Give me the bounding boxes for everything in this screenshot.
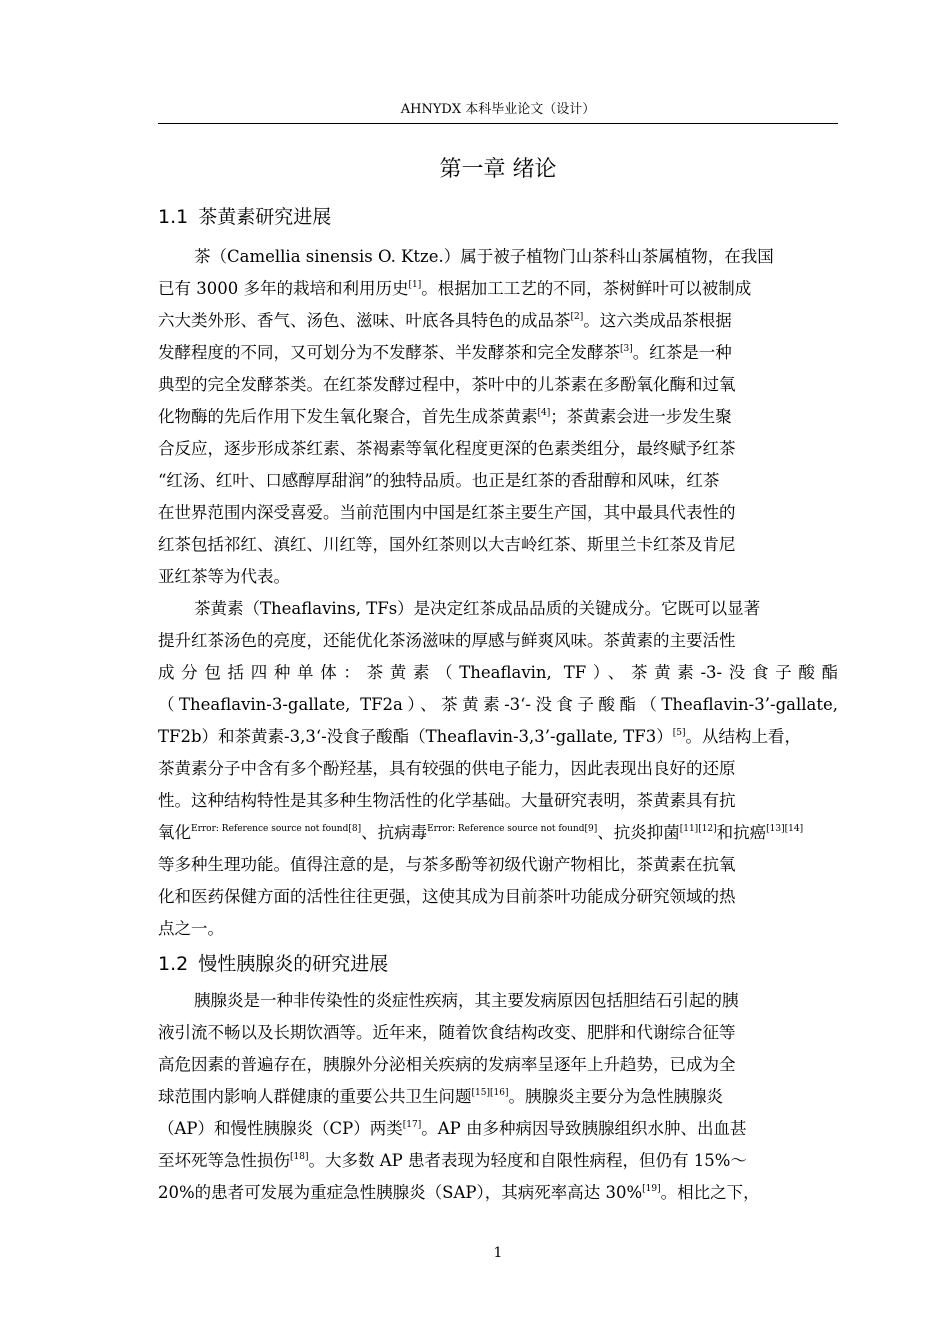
section-title: 茶黄素研究进展 [198, 206, 332, 228]
text-run: 。红茶是一种 [632, 343, 732, 362]
text-line: 高危因素的普遍存在，胰腺外分泌相关疾病的发病率呈逐年上升趋势，已成为全 [158, 1055, 736, 1074]
text-line: 典型的完全发酵茶类。在红茶发酵过程中，茶叶中的儿茶素在多酚氧化酶和过氧 [158, 375, 736, 394]
text-run: 20%的患者可发展为重症急性胰腺炎（SAP），其病死率高达 30% [158, 1183, 643, 1202]
text-run: 发酵程度的不同，又可划分为不发酵茶、半发酵茶和完全发酵茶 [158, 343, 620, 362]
header-rule [158, 123, 838, 124]
text-line [158, 1081, 848, 1113]
text-run: 。从结构上看， [685, 727, 801, 746]
citation: [15][16] [471, 1088, 509, 1098]
citation: [19] [642, 1184, 661, 1194]
text-run: 。根据加工工艺的不同，茶树鲜叶可以被制成 [421, 279, 752, 298]
text-run: 、抗病毒 [361, 823, 428, 842]
citation: [3] [620, 344, 633, 354]
text-line: 成分包括四种单体：茶黄素（Theaflavin, TF）、茶黄素-3-没食子酸酯 [158, 663, 838, 682]
text-line [158, 401, 848, 433]
text-line: 在世界范围内深受喜爱。当前范围内中国是红茶主要生产国，其中最具代表性的 [158, 503, 736, 522]
text-line: （Theaflavin-3-gallate, TF2a）、茶黄素-3‘-没食子酸酯（Theaflavin-3’-gallate, [158, 695, 838, 714]
chapter-title: 第一章 绪论 [439, 157, 557, 182]
paragraph-pancreatitis [158, 985, 848, 1209]
section-number: 1.1 [158, 206, 189, 228]
text-line [158, 305, 848, 337]
text-line: “红汤、红叶、口感醇厚甜润”的独特品质。也正是红茶的香甜醇和风味，红茶 [158, 471, 720, 490]
text-line [158, 1145, 848, 1177]
citation: [17] [402, 1120, 422, 1130]
text-line: 提升红茶汤色的亮度，还能优化茶汤滋味的厚感与鲜爽风味。茶黄素的主要活性 [158, 631, 736, 650]
text-line [158, 337, 848, 369]
text-line: 茶黄素分子中含有多个酚羟基，具有较强的供电子能力，因此表现出良好的还原 [158, 759, 736, 778]
section-heading-1-1 [158, 203, 838, 231]
page-number: 1 [493, 1245, 503, 1261]
text-run: 。这六类成品茶根据 [583, 311, 732, 330]
text-run: 球范围内影响人群健康的重要公共卫生问题 [158, 1087, 472, 1106]
text-line: 茶（Camellia sinensis O. Ktze.）属于被子植物门山茶科山茶属植物，在我国 [194, 247, 774, 266]
text-run: ；茶黄素会进一步发生聚 [550, 407, 732, 426]
citation: [2] [570, 312, 584, 322]
text-line [158, 1113, 848, 1145]
text-run: 。胰腺炎主要分为急性胰腺炎 [508, 1087, 723, 1106]
citation-error: Error: Reference source not found[8] [191, 824, 362, 834]
text-line: 胰腺炎是一种非传染性的炎症性疾病，其主要发病原因包括胆结石引起的胰 [194, 991, 739, 1010]
text-line: 性。这种结构特性是其多种生物活性的化学基础。大量研究表明，茶黄素具有抗 [158, 791, 736, 810]
running-header: AHNYDX 本科毕业论文（设计） [400, 102, 596, 117]
citation: [11][12] [679, 824, 717, 834]
text-line [158, 721, 848, 753]
text-run: 已有 3000 多年的栽培和利用历史 [158, 279, 409, 298]
citation: [4] [537, 408, 551, 418]
section-number: 1.2 [158, 953, 189, 975]
text-line: 红茶包括祁红、滇红、川红等，国外红茶则以大吉岭红茶、斯里兰卡红茶及肯尼 [158, 535, 736, 554]
text-run: 六大类外形、香气、汤色、滋味、叶底各具特色的成品茶 [158, 311, 571, 330]
text-line: 亚红茶等为代表。 [158, 567, 290, 586]
text-run: （AP）和慢性胰腺炎（CP）两类 [158, 1119, 403, 1138]
text-line: 化和医药保健方面的活性往往更强，这使其成为目前茶叶功能成分研究领域的热 [158, 887, 736, 906]
text-run: 氧化 [158, 823, 191, 842]
text-run: 。大多数 AP 患者表现为轻度和自限性病程，但仍有 15%～ [308, 1151, 747, 1170]
text-line [158, 273, 848, 305]
citation: [13][14] [766, 824, 804, 834]
text-line [158, 1177, 848, 1209]
text-line: 点之一。 [158, 919, 224, 938]
paragraph-theaflavins [158, 593, 848, 945]
citation-error: Error: Reference source not found[9] [427, 824, 598, 834]
text-run: 和抗癌 [716, 823, 767, 842]
citation: [1] [408, 280, 422, 290]
text-run: 。相比之下， [660, 1183, 760, 1202]
text-line: 液引流不畅以及长期饮酒等。近年来，随着饮食结构改变、肥胖和代谢综合征等 [158, 1023, 736, 1042]
text-run: 化物酶的先后作用下发生氧化聚合，首先生成茶黄素 [158, 407, 538, 426]
citation: [18] [290, 1152, 309, 1162]
text-line: 合反应，逐步形成茶红素、茶褐素等氧化程度更深的色素类组分，最终赋予红茶 [158, 439, 736, 458]
text-run: 至坏死等急性损伤 [158, 1151, 290, 1170]
section-title: 慢性胰腺炎的研究进展 [198, 953, 389, 975]
text-line: 茶黄素（Theaflavins, TFs）是决定红茶成品品质的关键成分。它既可以显著 [194, 599, 761, 618]
section-heading-1-2 [158, 950, 838, 978]
text-run: TF2b）和茶黄素-3,3‘-没食子酸酯（Theaflavin-3,3’-gallate, TF3） [158, 727, 673, 746]
text-run: 。AP 由多种病因导致胰腺组织水肿、出血甚 [421, 1119, 747, 1138]
text-run: 、抗炎抑菌 [597, 823, 680, 842]
paragraph-tea-intro [158, 241, 848, 593]
text-line [158, 817, 848, 849]
citation: [5] [672, 728, 686, 738]
text-line: 等多种生理功能。值得注意的是，与茶多酚等初级代谢产物相比，茶黄素在抗氧 [158, 855, 736, 874]
